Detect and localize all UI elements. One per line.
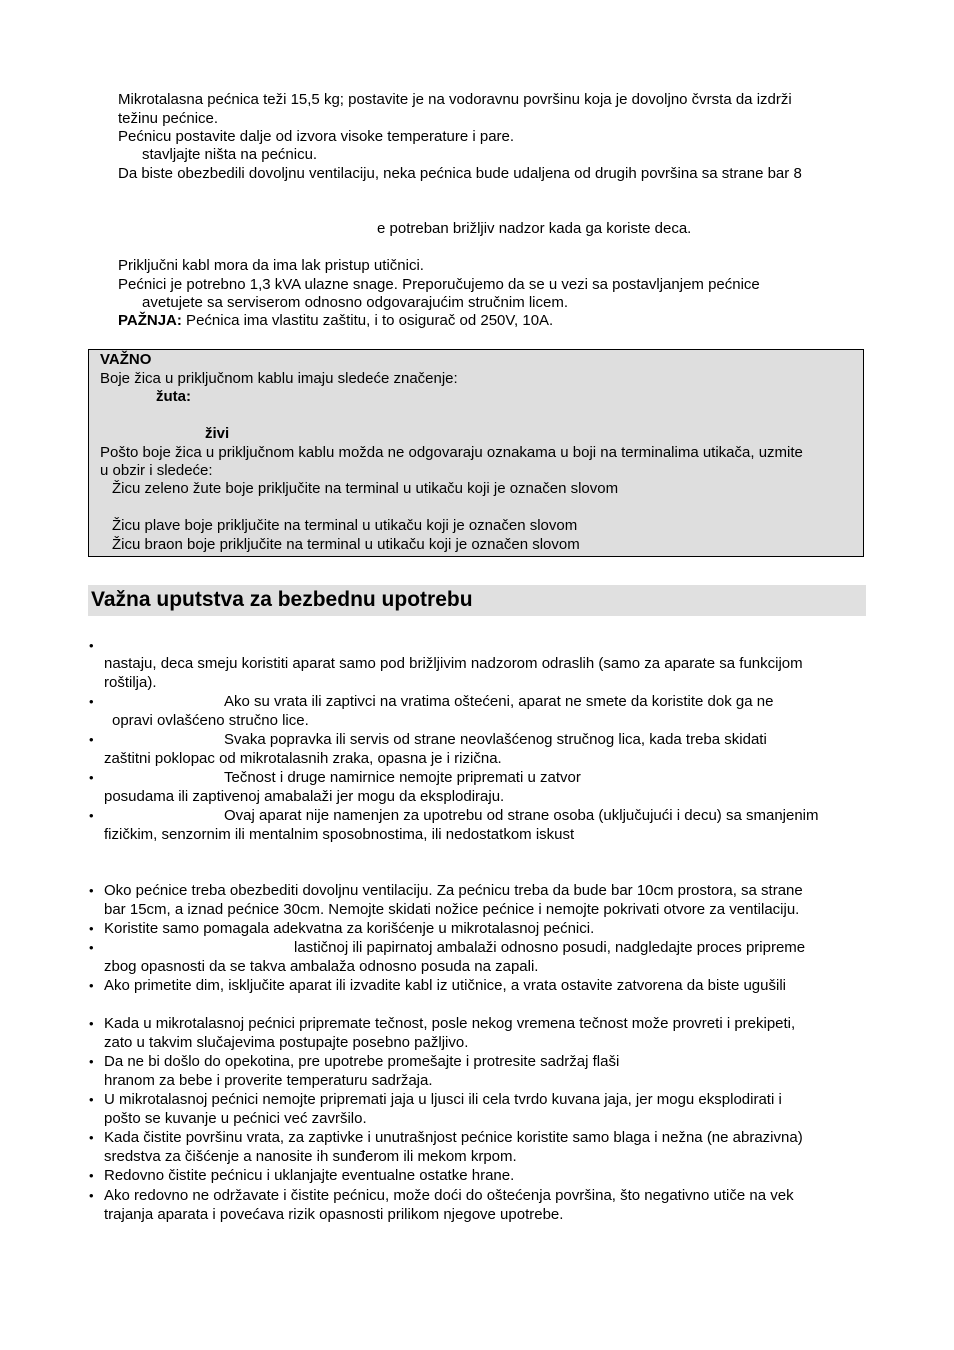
list-item-text: Ako primetite dim, isključite aparat ili izvadite kabl iz utičnice, a vrata ostavite zatvorena da biste ugušili bbox=[104, 977, 786, 994]
list-item-text: nastaju, deca smeju koristiti aparat samo pod brižljivim nadzorom odraslih (samo za aparate sa funkcijom bbox=[104, 655, 803, 672]
bullet-icon: • bbox=[89, 732, 94, 747]
bullet-icon: • bbox=[89, 1168, 94, 1183]
list-item-text: Koristite samo pomagala adekvatna za korišćenje u mikrotalasnoj pećnici. bbox=[104, 920, 595, 937]
list-item-text: posudama ili zaptivenoj amabalaži jer mogu da eksplodiraju. bbox=[104, 788, 505, 805]
bullet-icon: • bbox=[89, 921, 94, 936]
list-item-text: Ovaj aparat nije namenjen za upotrebu od strane osoba (uključujući i decu) sa smanjenim bbox=[224, 807, 819, 824]
text-line: Priključni kabl mora da ima lak pristup utičnici. bbox=[118, 257, 424, 274]
box-line: Žicu plave boje priključite na terminal u utikaču koji je označen slovom bbox=[112, 517, 578, 534]
list-item-text: Da ne bi došlo do opekotina, pre upotrebe promešajte i protresite sadržaj flaši bbox=[104, 1053, 620, 1070]
warning-text: Pećnica ima vlastitu zaštitu, i to osigurač od 250V, 10A. bbox=[181, 312, 554, 329]
list-item-text: U mikrotalasnoj pećnici nemojte pripremati jaja u ljusci ili cela tvrdo kuvana jaja, jer mogu eksplodirati i bbox=[104, 1091, 782, 1108]
list-item-text: Kada u mikrotalasnoj pećnici pripremate tečnost, posle nekog vremena tečnost može provreti i prekipeti, bbox=[104, 1015, 796, 1032]
list-item-text: roštilja). bbox=[104, 674, 157, 691]
list-item-text: bar 15cm, a iznad pećnice 30cm. Nemojte skidati nožice pećnice i nemojte pokrivati otvore za ventilaciju. bbox=[104, 901, 800, 918]
bullet-icon: • bbox=[89, 1130, 94, 1145]
box-line: Žicu zeleno žute boje priključite na terminal u utikaču koji je označen slovom bbox=[112, 480, 619, 497]
list-item-text: Svaka popravka ili servis od strane neovlašćenog stručnog lica, kada treba skidati bbox=[224, 731, 767, 748]
box-line: Pošto boje žica u priključnom kablu možda ne odgovaraju oznakama u boji na terminalima utikača, uzmite bbox=[100, 444, 803, 461]
warning-line bbox=[118, 312, 553, 331]
list-item-text: Ako redovno ne održavate i čistite pećnicu, može doći do oštećenja površina, što negativno utiče na vek bbox=[104, 1187, 794, 1204]
list-item-text: fizičkim, senzornim ili mentalnim sposobnostima, ili nedostatkom iskust bbox=[104, 826, 575, 843]
bullet-icon: • bbox=[89, 808, 94, 823]
text-line: avetujete sa serviserom odnosno odgovarajućim stručnim licem. bbox=[142, 294, 569, 311]
bullet-icon: • bbox=[89, 694, 94, 709]
list-item-text: zbog opasnosti da se takva ambalaža odnosno posuda na zapali. bbox=[104, 958, 539, 975]
list-item-text: Ako su vrata ili zaptivci na vratima oštećeni, aparat ne smete da koristite dok ga ne bbox=[224, 693, 774, 710]
list-item-text: Oko pećnice treba obezbediti dovoljnu ventilaciju. Za pećnicu treba da bude bar 10cm prostora, sa strane bbox=[104, 882, 803, 899]
box-line: žuta: bbox=[156, 388, 191, 405]
text-line: stavljajte ništa na pećnicu. bbox=[142, 146, 318, 163]
box-line: Žicu braon boje priključite na terminal u utikaču koji je označen slovom bbox=[112, 536, 580, 553]
list-item-text: pošto se kuvanje u pećnici već završilo. bbox=[104, 1110, 367, 1127]
list-item-text: Redovno čistite pećnicu i uklanjajte eventualne ostatke hrane. bbox=[104, 1167, 515, 1184]
list-item-text: zaštitni poklopac od mikrotalasnih zraka, opasna je i rizična. bbox=[104, 750, 502, 767]
list-item-text: lastičnoj ili papirnatoj ambalaži odnosno posudi, nadgledajte proces pripreme bbox=[294, 939, 806, 956]
text-line: Pećnicu postavite dalje od izvora visoke temperature i pare. bbox=[118, 128, 515, 145]
bullet-icon: • bbox=[89, 770, 94, 785]
box-line: živi bbox=[205, 425, 230, 442]
bullet-icon: • bbox=[89, 940, 94, 955]
list-item-text: trajanja aparata i povećava rizik opasnosti prilikom njegove upotrebe. bbox=[104, 1206, 564, 1223]
bullet-icon: • bbox=[89, 638, 94, 653]
text-line: Da biste obezbedili dovoljnu ventilaciju, neka pećnica bude udaljena od drugih površina sa strane bar 8 bbox=[118, 165, 802, 182]
section-heading-text: Važna uputstva za bezbednu upotrebu bbox=[91, 588, 473, 611]
bullet-icon: • bbox=[89, 1016, 94, 1031]
text-line: e potreban brižljiv nadzor kada ga koriste deca. bbox=[377, 220, 692, 237]
list-item-text: Tečnost i druge namirnice nemojte pripremati u zatvor bbox=[224, 769, 581, 786]
list-item-text: sredstva za čišćenje a nanosite ih sunđerom ili mekom krpom. bbox=[104, 1148, 517, 1165]
list-item-text: opravi ovlašćeno stručno lice. bbox=[112, 712, 309, 729]
section-heading bbox=[88, 585, 866, 616]
important-title: VAŽNO bbox=[100, 351, 152, 368]
text-line: težinu pećnice. bbox=[118, 110, 219, 127]
bullet-icon: • bbox=[89, 883, 94, 898]
bullet-icon: • bbox=[89, 1188, 94, 1203]
list-item-text: hranom za bebe i proverite temperaturu sadržaja. bbox=[104, 1072, 433, 1089]
warning-label: PAŽNJA: bbox=[118, 312, 182, 329]
box-line: Boje žica u priključnom kablu imaju sledeće značenje: bbox=[100, 370, 458, 387]
box-line: u obzir i sledeće: bbox=[100, 462, 213, 479]
list-item-text: Kada čistite površinu vrata, za zaptivke i unutrašnjost pećnice koristite samo blaga i nežna (ne abrazivna) bbox=[104, 1129, 803, 1146]
bullet-icon: • bbox=[89, 978, 94, 993]
list-item-text: zato u takvim slučajevima postupajte posebno pažljivo. bbox=[104, 1034, 469, 1051]
bullet-icon: • bbox=[89, 1054, 94, 1069]
bullet-icon: • bbox=[89, 1092, 94, 1107]
text-line: Pećnici je potrebno 1,3 kVA ulazne snage. Preporučujemo da se u vezi sa postavljanjem pećnice bbox=[118, 276, 760, 293]
text-line: Mikrotalasna pećnica teži 15,5 kg; postavite je na vodoravnu površinu koja je dovoljno čvrsta da izdrži bbox=[118, 91, 792, 108]
